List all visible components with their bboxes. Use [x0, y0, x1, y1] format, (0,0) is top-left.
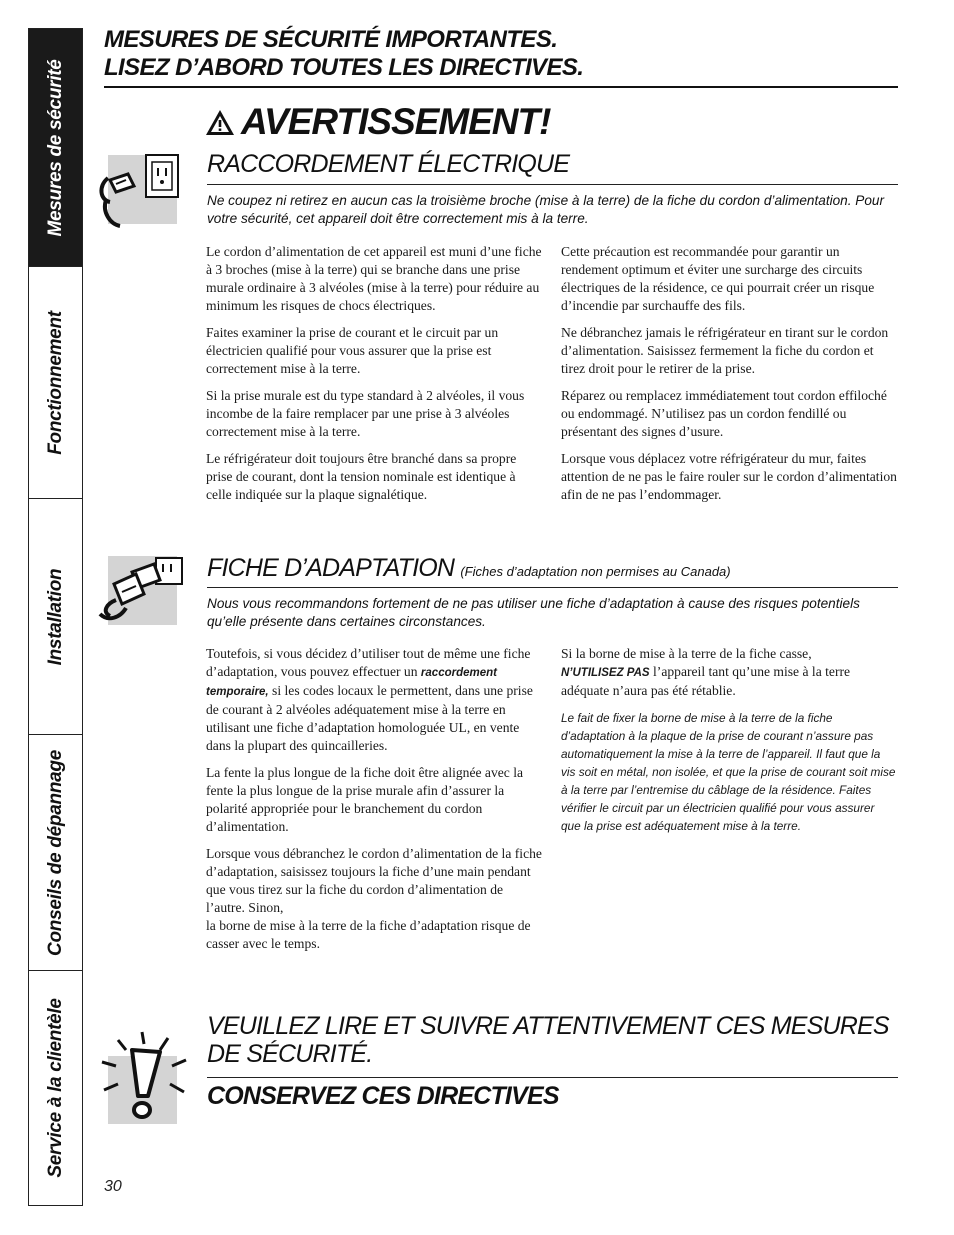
text: si les codes locaux le permettent, dans une prise de courant à 2 alvéoles adéquatement mise à la terre en utilisant une fiche d’adaptation homologuée UL, en vente dans la plupart des quincailleries.: [206, 683, 533, 753]
section1-right-column: [561, 243, 897, 513]
tab-label: Mesures de sécurité: [44, 59, 66, 236]
text: Toutefois, si vous décidez d’utiliser tout de même une fiche d’adaptation, vous pouvez effectuer un: [206, 646, 531, 679]
header-line-2: LISEZ D’ABORD TOUTES LES DIRECTIVES.: [104, 54, 584, 81]
section-title-fiche-adaptation: [207, 554, 731, 583]
header-rule: [104, 86, 898, 88]
section-rule: [207, 587, 898, 588]
exclamation-alert-icon-drawing: [98, 1030, 190, 1126]
emphasis-text: raccordement temporaire,: [206, 667, 497, 698]
tab-label: Fonctionnement: [44, 310, 66, 455]
warning-triangle-icon: [205, 109, 235, 136]
paragraph: Ne débranchez jamais le réfrigérateur en tirant sur le cordon d’alimentation. Saisissez fermement la fiche du cordon et tirez droit pour le retirer de la prise.: [561, 325, 889, 376]
tab-label: Conseils de dépannage: [44, 749, 66, 956]
text: Si la borne de mise à la terre de la fiche casse,: [561, 646, 812, 661]
tab-fonctionnement[interactable]: [29, 267, 82, 499]
paragraph: Faites examiner la prise de courant et le circuit par un électricien qualifié pour vous assurer que la prise est correctement mise à la terre.: [206, 325, 499, 376]
tab-installation[interactable]: [29, 499, 82, 735]
paragraph: Cette précaution est recommandée pour garantir un rendement optimum et éviter une surcharge des circuits électriques de la résidence, ce qui pourrait créer un risque d’incendie par surchauffe des fils.: [561, 244, 875, 313]
paragraph: Réparez ou remplacez immédiatement tout cordon effiloché ou endommagé. N’utilisez pas un cordon fendillé ou présentant des signes d’usure.: [561, 388, 887, 439]
keep-instructions: CONSERVEZ CES DIRECTIVES: [207, 1082, 559, 1110]
paragraph: Si la prise murale est du type standard à 2 alvéoles, il vous incombe de la faire remplacer par une prise à 3 alvéoles correctement mise à la terre.: [206, 388, 525, 439]
italic-note: Le fait de fixer la borne de mise à la terre de la fiche d’adaptation à la plaque de la prise de courant n’assure pas automatiquement la mise à la terre de l’appareil. Il faut que la vis soit en métal, non isolée, et que la prise de courant soit mise à la terre par l’entremise du câblage de la résidence. Faites vérifier le circuit par un électricien qualifié pour vous assurer que la prise est adéquatement mise à la terre.: [561, 711, 896, 833]
section-title-raccordement: RACCORDEMENT ÉLECTRIQUE: [207, 150, 570, 178]
section1-left-column: [206, 243, 542, 513]
tab-conseils-de-depannage[interactable]: [29, 735, 82, 971]
tab-service-a-la-clientele[interactable]: [29, 971, 82, 1204]
paragraph: Le réfrigérateur doit toujours être branché dans sa propre prise de courant, dont la tension nominale est identique à celle indiquée sur la plaque signalétique.: [206, 451, 517, 502]
footer-reminder: [207, 1012, 889, 1068]
header-line-1: MESURES DE SÉCURITÉ IMPORTANTES.: [104, 26, 558, 53]
footer-line-2: DE SÉCURITÉ.: [207, 1040, 373, 1068]
paragraph: Le cordon d’alimentation de cet appareil est muni d’une fiche à 3 broches (mise à la terre) qui se branche dans une prise murale ordinaire à 3 alvéoles (mise à la terre) pour réduire au minimum les risques de chocs électriques.: [206, 244, 542, 313]
footer-rule: [207, 1077, 898, 1078]
text: Lorsque vous débranchez le cordon d’alimentation de la fiche d’adaptation, saisissez toujours la fiche d’une main pendant que vous tirez sur la fiche du cordon d’alimentation de l’autre. Sinon,: [206, 846, 542, 915]
emphasis-text: N’UTILISEZ PAS: [561, 667, 650, 679]
paragraph: [206, 845, 542, 953]
warning-heading: [205, 100, 550, 144]
section-lead: Ne coupez ni retirez en aucun cas la troisième broche (mise à la terre) de la fiche du cordon d’alimentation. Pour votre sécurité, cet appareil doit être correctement mis à la terre.: [207, 193, 885, 226]
adapter-plug-icon-drawing: [96, 552, 188, 630]
section-rule: [207, 184, 898, 185]
paragraph: Lorsque vous déplacez votre réfrigérateur du mur, faites attention de ne pas le faire rouler sur le cordon d’alimentation afin de ne pas l’endommager.: [561, 451, 897, 502]
tab-label: Installation: [44, 568, 66, 665]
text: l’appareil tant qu’une mise à la terre adéquate n’aura pas été rétablie.: [561, 664, 851, 698]
section-lead: Nous vous recommandons fortement de ne pas utiliser une fiche d’adaptation à cause des risques potentiels qu’elle présente dans certaines circonstances.: [207, 596, 860, 629]
paragraph: [206, 645, 542, 755]
warning-title: AVERTISSEMENT!: [241, 101, 551, 142]
page-header: [104, 26, 898, 82]
section2-left-column: [206, 645, 542, 962]
paragraph: La fente la plus longue de la fiche doit être alignée avec la fente la plus longue de la prise murale afin d’assurer la polarité appropriée pour le branchement du cordon d’alimentation.: [206, 765, 524, 834]
section2-right-column: [561, 645, 897, 844]
footer-line-1: VEUILLEZ LIRE ET SUIVRE ATTENTIVEMENT CES MESURES: [207, 1012, 889, 1040]
section-title-text: FICHE D’ADAPTATION: [207, 554, 455, 582]
tab-label: Service à la clientèle: [44, 997, 66, 1178]
page-number: 30: [104, 1178, 122, 1195]
plug-outlet-icon-drawing: [96, 150, 186, 232]
tab-mesures-de-securite[interactable]: [29, 29, 82, 267]
text: la borne de mise à la terre de la fiche d’adaptation risque de casser avec le temps.: [206, 918, 531, 951]
section-title-note: (Fiches d’adaptation non permises au Canada): [460, 564, 731, 579]
side-tab-column: [28, 28, 83, 1206]
paragraph: [561, 645, 897, 700]
